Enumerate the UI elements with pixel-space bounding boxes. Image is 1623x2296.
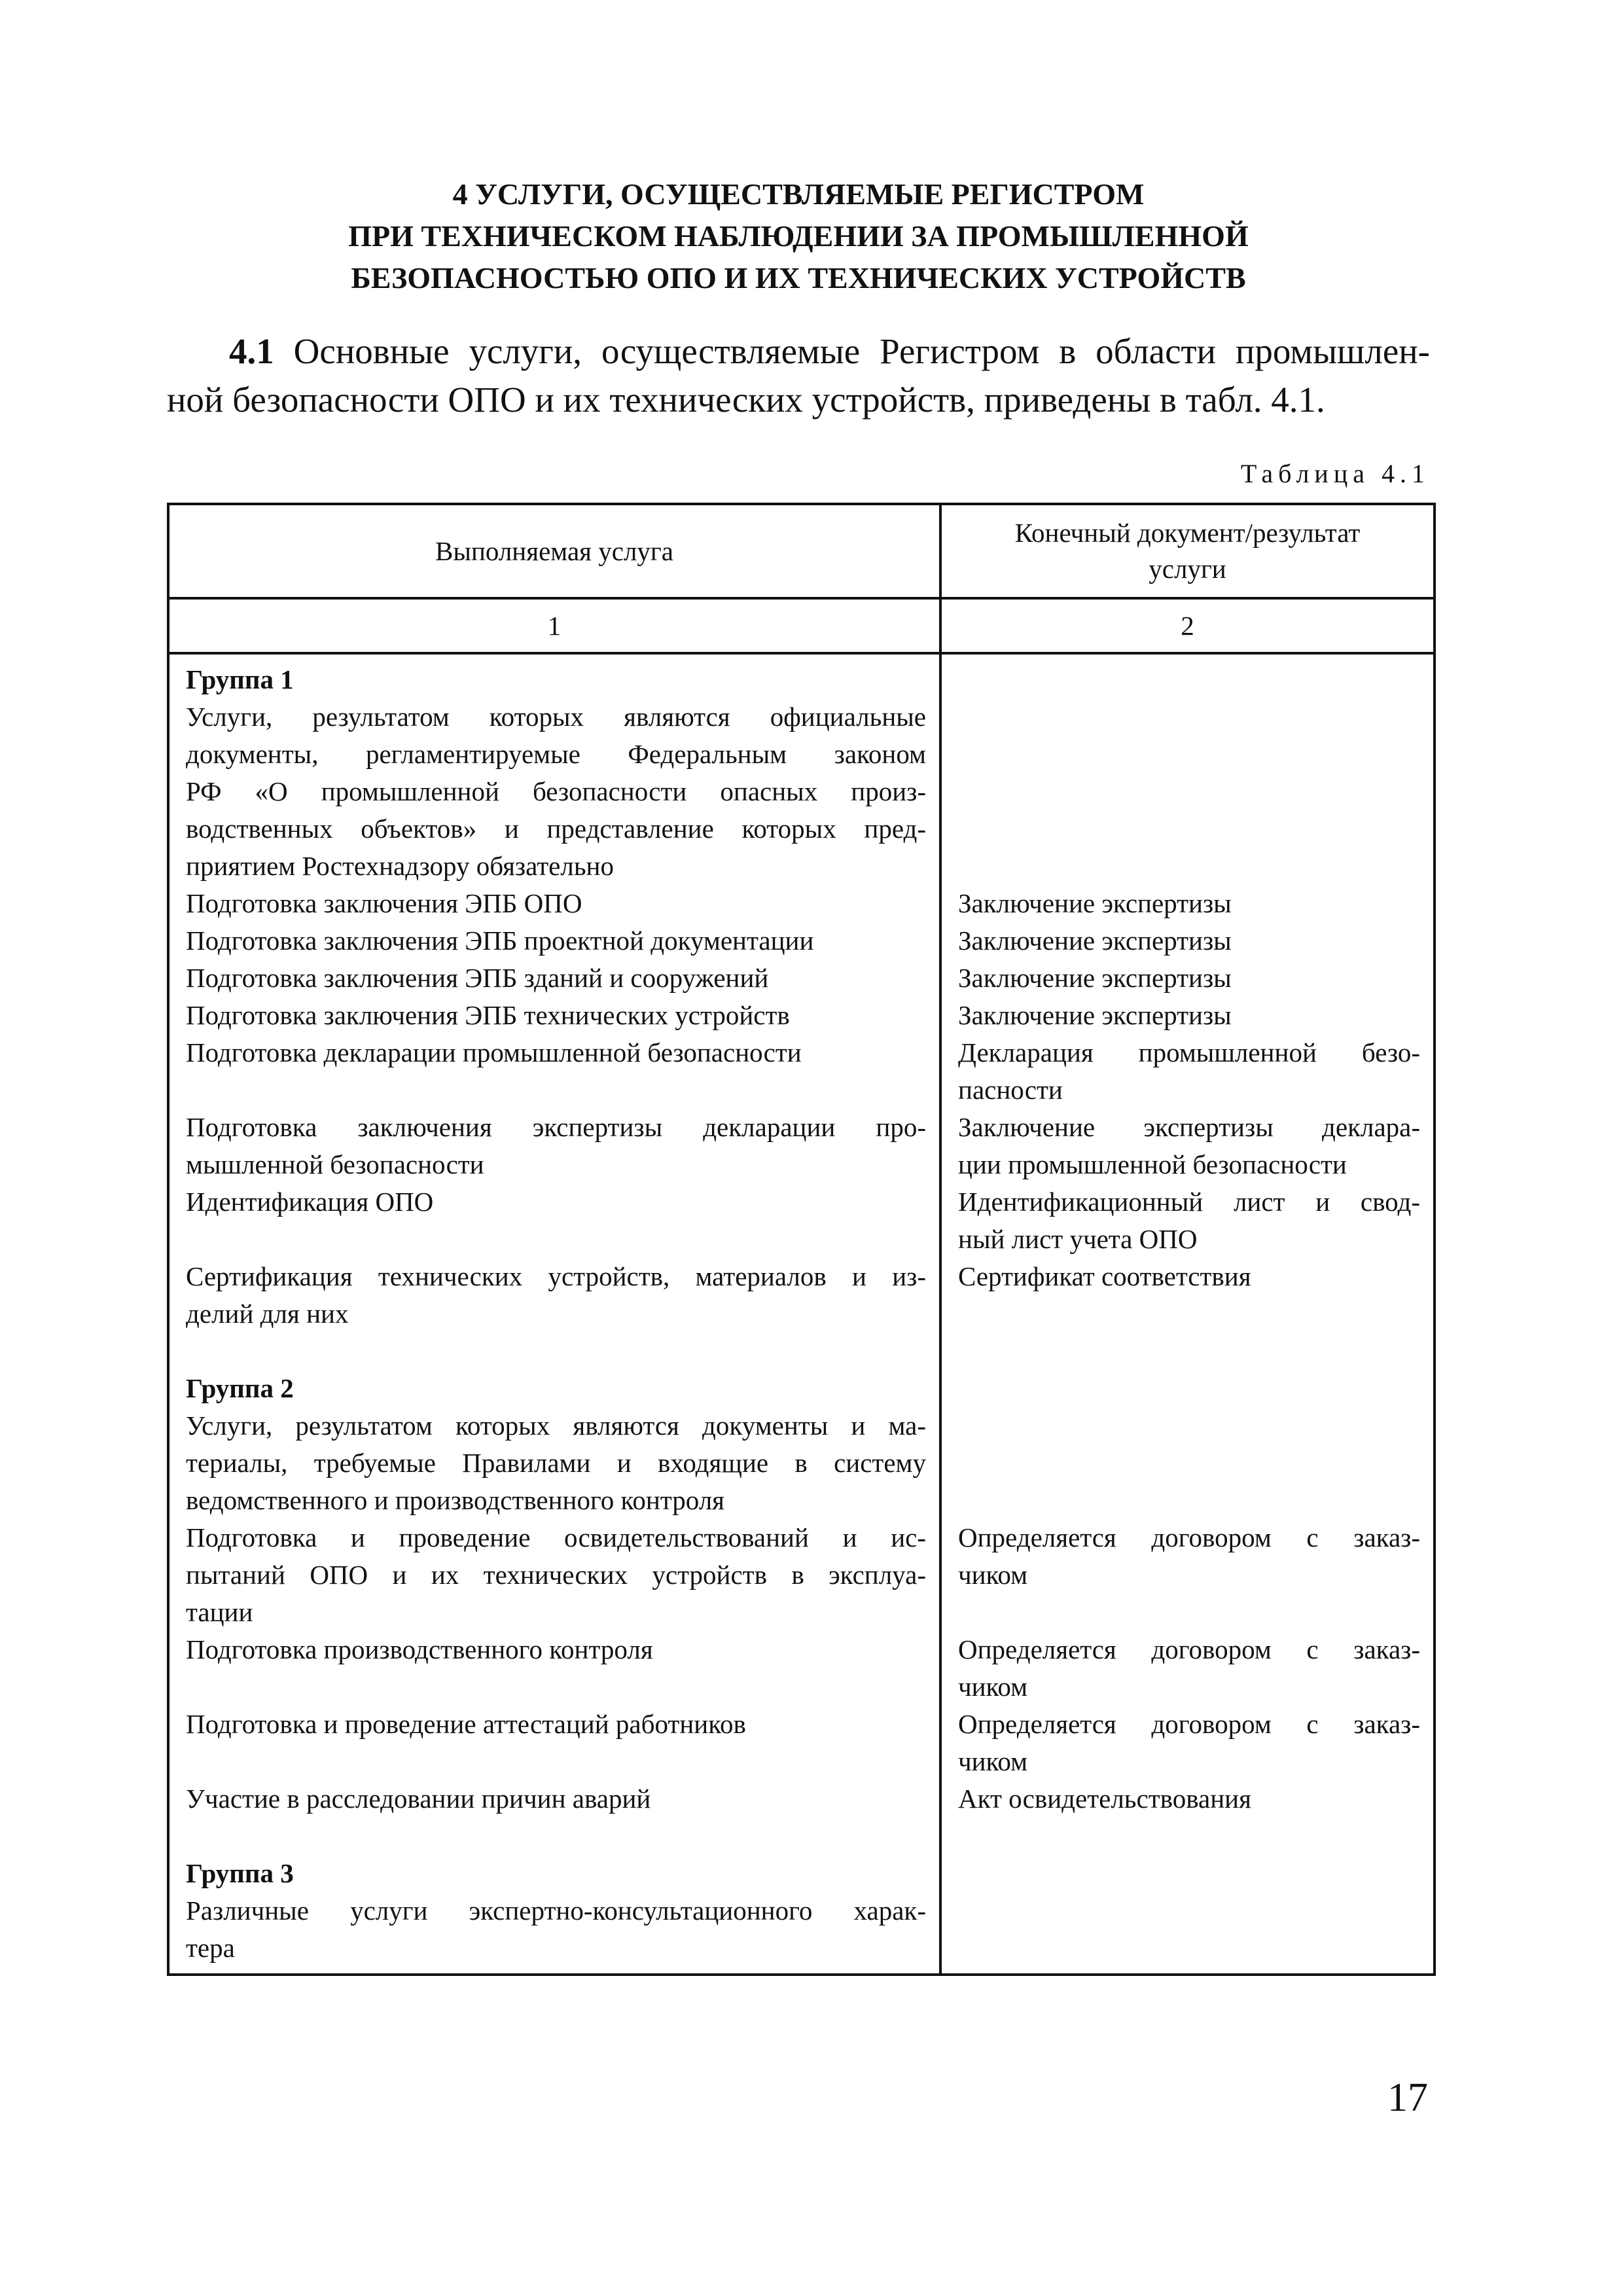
- document-line: [958, 1929, 1420, 1967]
- service-line: мышленной безопасности: [186, 1149, 484, 1179]
- document-line: [958, 1444, 1420, 1482]
- documents-column: [940, 653, 1435, 1975]
- intro-paragraph: [167, 327, 1430, 424]
- heading-line: 4 УСЛУГИ, ОСУЩЕСТВЛЯЕМЫЕ РЕГИСТРОМ: [452, 177, 1145, 211]
- intro-line-2: ной безопасности ОПО и их технических устройств, приведены в табл. 4.1.: [167, 380, 1325, 420]
- service-line: Услуги, результатом которых являются документы и ма-: [186, 1410, 926, 1441]
- document-line: [958, 848, 1420, 885]
- document-line: Заключение экспертизы: [958, 888, 1232, 918]
- intro-line-1: [167, 327, 1430, 376]
- column-header-line: услуги: [1149, 554, 1226, 584]
- section-heading: [167, 173, 1430, 299]
- services-table: [167, 503, 1436, 1976]
- table-caption: Таблица 4.1: [1240, 459, 1430, 488]
- service-line: ведомственного и производственного контроля: [186, 1485, 725, 1515]
- heading-line: ПРИ ТЕХНИЧЕСКОМ НАБЛЮДЕНИИ ЗА ПРОМЫШЛЕННОЙ: [348, 219, 1249, 253]
- service-line: Подготовка заключения экспертизы декларации про-: [186, 1112, 926, 1142]
- document-line: Определяется договором с заказ-: [958, 1634, 1420, 1664]
- document-line: [958, 810, 1420, 848]
- document-line: ный лист учета ОПО: [958, 1224, 1198, 1254]
- service-line: [186, 1743, 926, 1780]
- service-line: териалы, требуемые Правилами и входящие в систему: [186, 1448, 926, 1478]
- document-line: [958, 1855, 1420, 1892]
- column-header-line: Конечный документ/результат: [1014, 518, 1361, 548]
- service-line: Подготовка заключения ЭПБ зданий и сооружений: [186, 963, 769, 993]
- document-line: Заключение экспертизы: [958, 963, 1232, 993]
- document-line: [958, 661, 1420, 698]
- document-line: [958, 698, 1420, 736]
- document-line: Заключение экспертизы: [958, 1000, 1232, 1030]
- service-line: водственных объектов» и представление которых пред-: [186, 814, 926, 844]
- document-line: Определяется договором с заказ-: [958, 1522, 1420, 1552]
- group-title: Группа 3: [186, 1858, 294, 1888]
- document-line: Заключение экспертизы: [958, 925, 1232, 956]
- service-line: Участие в расследовании причин аварий: [186, 1784, 651, 1814]
- page-number: 17: [1387, 2075, 1428, 2120]
- service-line: Подготовка и проведение освидетельствований и ис-: [186, 1522, 926, 1552]
- document-line: [958, 736, 1420, 773]
- service-line: [186, 1668, 926, 1706]
- group-title: Группа 2: [186, 1373, 294, 1403]
- service-line: Подготовка и проведение аттестаций работников: [186, 1709, 746, 1739]
- intro-number: 4.1: [229, 331, 274, 371]
- column-number: 1: [168, 598, 940, 653]
- service-line: Услуги, результатом которых являются официальные: [186, 702, 926, 732]
- document-line: [958, 1333, 1420, 1370]
- document-line: Идентификационный лист и свод-: [958, 1187, 1420, 1217]
- service-line: РФ «О промышленной безопасности опасных произ-: [186, 776, 926, 806]
- service-line: тера: [186, 1933, 235, 1963]
- service-line: тации: [186, 1597, 253, 1627]
- service-line: Подготовка производственного контроля: [186, 1634, 653, 1664]
- document-line: пасности: [958, 1075, 1063, 1105]
- document-line: Декларация промышленной безо-: [958, 1037, 1420, 1067]
- document-line: ции промышленной безопасности: [958, 1149, 1347, 1179]
- service-line: Подготовка заключения ЭПБ технических устройств: [186, 1000, 790, 1030]
- service-line: Подготовка заключения ЭПБ проектной документации: [186, 925, 814, 956]
- service-line: [186, 1818, 926, 1855]
- document-line: [958, 1482, 1420, 1519]
- document-line: Сертификат соответствия: [958, 1261, 1251, 1291]
- document-line: Определяется договором с заказ-: [958, 1709, 1420, 1739]
- column-number: 2: [940, 598, 1435, 653]
- services-column: [168, 653, 940, 1975]
- service-line: пытаний ОПО и их технических устройств в эксплуа-: [186, 1560, 926, 1590]
- service-line: Различные услуги экспертно-консультационного харак-: [186, 1895, 926, 1926]
- document-line: [958, 1594, 1420, 1631]
- group-title: Группа 1: [186, 664, 294, 694]
- document-line: [958, 1370, 1420, 1407]
- service-line: делий для них: [186, 1299, 349, 1329]
- document-line: [958, 1892, 1420, 1929]
- column-header-document: [940, 504, 1435, 598]
- document-line: [958, 1818, 1420, 1855]
- document-line: [958, 1295, 1420, 1333]
- service-line: документы, регламентируемые Федеральным законом: [186, 739, 926, 769]
- document-line: [958, 773, 1420, 810]
- document-line: чиком: [958, 1560, 1028, 1590]
- table-header-row: [168, 504, 1435, 598]
- service-line: Сертификация технических устройств, материалов и из-: [186, 1261, 926, 1291]
- service-line: [186, 1333, 926, 1370]
- document-line: [958, 1407, 1420, 1444]
- document-line: чиком: [958, 1746, 1028, 1776]
- heading-line: БЕЗОПАСНОСТЬЮ ОПО И ИХ ТЕХНИЧЕСКИХ УСТРОЙСТВ: [351, 261, 1246, 295]
- table-body-row: [168, 653, 1435, 1975]
- document-line: Заключение экспертизы деклара-: [958, 1112, 1420, 1142]
- service-line: [186, 1071, 926, 1109]
- service-line: Подготовка заключения ЭПБ ОПО: [186, 888, 582, 918]
- service-line: [186, 1221, 926, 1258]
- service-line: Подготовка декларации промышленной безопасности: [186, 1037, 802, 1067]
- column-number-row: [168, 598, 1435, 653]
- document-line: чиком: [958, 1672, 1028, 1702]
- service-line: приятием Ростехнадзору обязательно: [186, 851, 614, 881]
- intro-text-1: Основные услуги, осуществляемые Регистром в области промышлен-: [274, 331, 1430, 371]
- document-line: Акт освидетельствования: [958, 1784, 1251, 1814]
- column-header-service: Выполняемая услуга: [168, 504, 940, 598]
- service-line: Идентификация ОПО: [186, 1187, 434, 1217]
